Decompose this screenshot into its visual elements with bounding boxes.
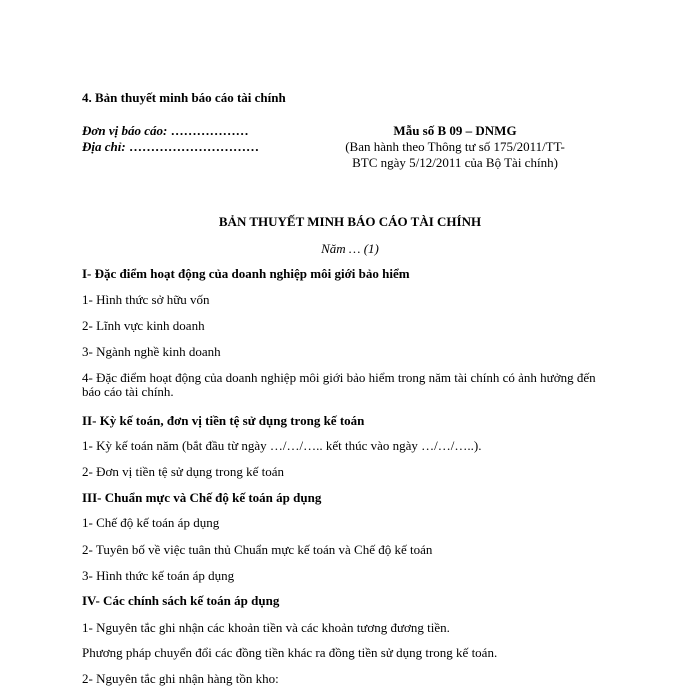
- section-4-title: IV- Các chính sách kế toán áp dụng: [82, 593, 280, 608]
- address-label: Địa chỉ:: [82, 139, 126, 154]
- reporting-unit-label: Đơn vị báo cáo:: [82, 123, 168, 138]
- reporting-unit-dots: ………………: [170, 123, 249, 138]
- section-1-title: I- Đặc điểm hoạt động của doanh nghiệp môi giới bảo hiểm: [82, 266, 410, 281]
- address-line: [82, 139, 259, 155]
- section-3-item-1: 1- Chế độ kế toán áp dụng: [82, 515, 220, 530]
- issued-note-line2: BTC ngày 5/12/2011 của Bộ Tài chính): [352, 155, 558, 170]
- section-heading: 4. Bản thuyết minh báo cáo tài chính: [82, 90, 286, 105]
- section-3-title: III- Chuẩn mực và Chế độ kế toán áp dụng: [82, 490, 322, 505]
- year-line: Năm … (1): [321, 241, 379, 256]
- section-1-item-4: 4- Đặc điểm hoạt động của doanh nghiệp môi giới bảo hiểm trong năm tài chính có ảnh hưởng đến báo cáo tài chính.: [82, 370, 596, 399]
- main-title: BẢN THUYẾT MINH BÁO CÁO TÀI CHÍNH: [218, 214, 482, 229]
- address-dots: …………………………: [128, 139, 259, 154]
- section-4-item-1: 1- Nguyên tắc ghi nhận các khoản tiền và các khoản tương đương tiền.: [82, 620, 450, 635]
- issued-note-line1: (Ban hành theo Thông tư số 175/2011/TT-: [345, 139, 565, 154]
- reporting-unit-line: [82, 123, 249, 139]
- section-4-item-2: 2- Nguyên tắc ghi nhận hàng tồn kho:: [82, 671, 279, 686]
- section-2-item-1: 1- Kỳ kế toán năm (bắt đầu từ ngày …/…/….. kết thúc vào ngày …/…/…..).: [82, 438, 482, 453]
- section-1-item-1: 1- Hình thức sở hữu vốn: [82, 292, 210, 307]
- section-3-item-2: 2- Tuyên bố về việc tuân thủ Chuẩn mực kế toán và Chế độ kế toán: [82, 542, 433, 557]
- section-2-item-2: 2- Đơn vị tiền tệ sử dụng trong kế toán: [82, 464, 285, 479]
- section-1-item-3: 3- Ngành nghề kinh doanh: [82, 344, 221, 359]
- form-code: Mẫu số B 09 – DNMG: [393, 123, 517, 138]
- section-3-item-3: 3- Hình thức kế toán áp dụng: [82, 568, 235, 583]
- section-1-item-2: 2- Lĩnh vực kinh doanh: [82, 318, 205, 333]
- section-2-title: II- Kỳ kế toán, đơn vị tiền tệ sử dụng trong kế toán: [82, 413, 365, 428]
- section-4-item-1-note: Phương pháp chuyển đổi các đồng tiền khác ra đồng tiền sử dụng trong kế toán.: [82, 645, 498, 660]
